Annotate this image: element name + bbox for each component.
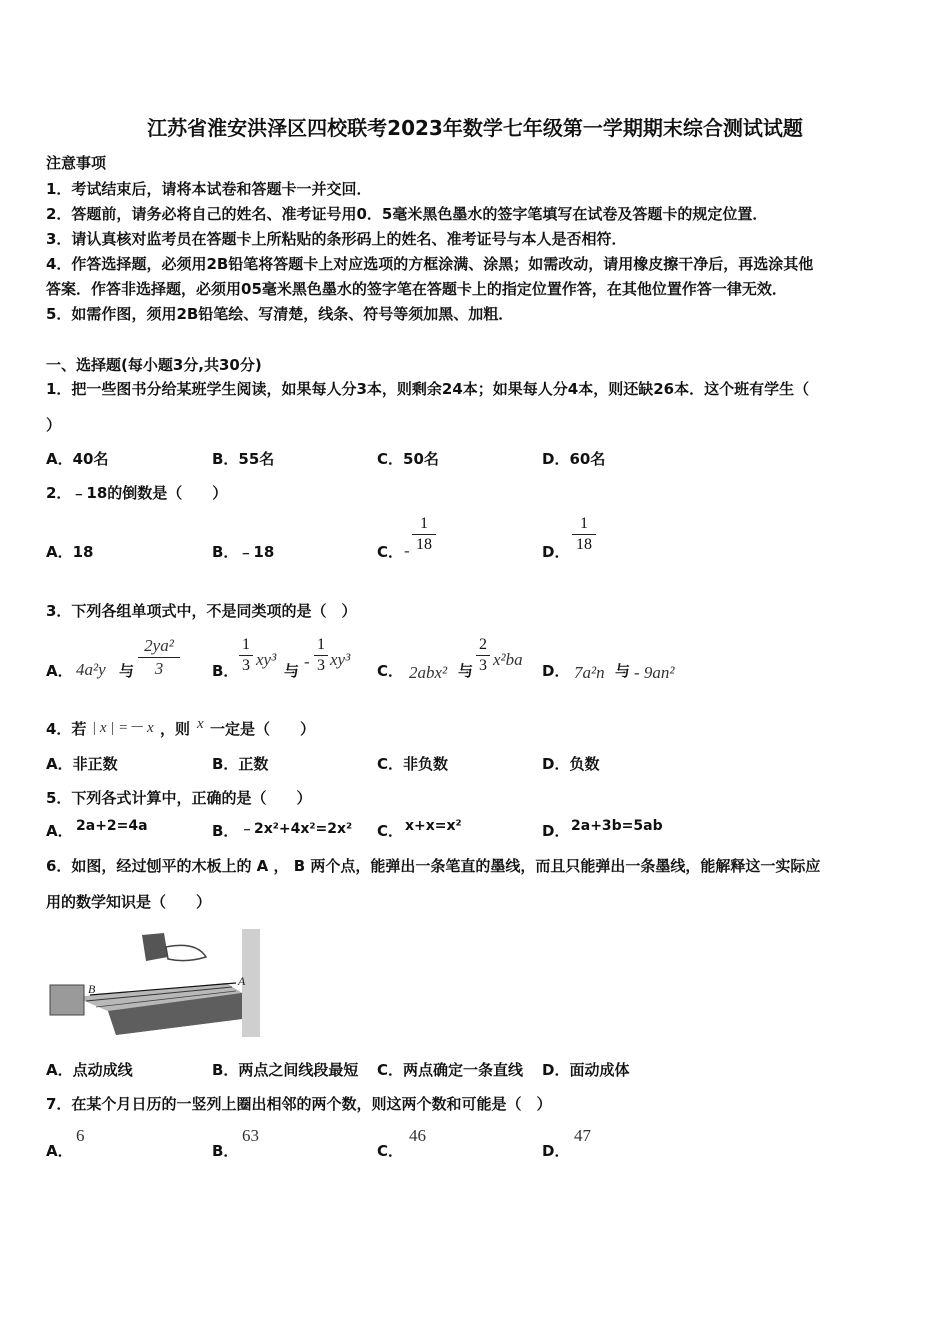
q3-option-a-fraction (138, 636, 180, 679)
q3-option-a-left: 4a²y (76, 660, 106, 679)
notice-item: 答案．作答非选择题，必须用05毫米黑色墨水的签字笔在答题卡上的指定位置作答，在其他位置作答一律无效． (46, 280, 787, 298)
q5-option-a: 2a+2=4a (76, 818, 148, 834)
denominator: 18 (416, 536, 432, 553)
numerator: 1 (420, 515, 428, 532)
numerator: 1 (242, 636, 250, 653)
q3-stem: 3．下列各组单项式中，不是同类项的是（ ） (46, 602, 357, 620)
q6-option-d: D．面动成体 (542, 1061, 630, 1079)
q1-stem: 1．把一些图书分给某班学生阅读，如果每人分3本，则剩余24本；如果每人分4本，则还缺26本．这个班有学生（ (46, 380, 810, 398)
left-hand-icon (50, 985, 84, 1015)
q4-stem-mid: ，则 (160, 720, 191, 738)
q3-option-b-yu: 与 (284, 662, 300, 680)
q3-option-a-yu: 与 (119, 662, 135, 680)
q7-option-d: 47 (574, 1126, 591, 1145)
q7-option-a: 6 (76, 1126, 85, 1145)
q5-stem: 5．下列各式计算中，正确的是（ ） (46, 789, 312, 807)
page-title: 江苏省淮安洪泽区四校联考2023年数学七年级第一学期期末综合测试试题 (147, 116, 803, 140)
q5-option-c: x+x=x² (405, 818, 462, 834)
wooden-board-figure (46, 927, 260, 1039)
numerator: 1 (580, 515, 588, 532)
q5-option-c-label: C． (377, 822, 404, 840)
q3-option-d-right: - 9an² (634, 663, 675, 682)
q6-stem-end: 用的数学知识是（ ） (46, 893, 212, 911)
q1-option-b: B．55名 (212, 450, 275, 468)
section-heading: 一、选择题(每小题3分,共30分) (46, 356, 262, 374)
q7-stem: 7．在某个月日历的一竖列上圈出相邻的两个数，则这两个数和可能是（ ） (46, 1095, 552, 1113)
q3-option-a-label: A． (46, 662, 73, 680)
notice-item: 3．请认真核对监考员在答题卡上所粘贴的条形码上的姓名、准考证号与本人是否相符． (46, 230, 627, 248)
q1-option-c: C．50名 (377, 450, 439, 468)
notice-item: 2．答题前，请务必将自己的姓名、准考证号用0．5毫米黑色墨水的签字笔填写在试卷及答题卡的规定位置． (46, 205, 768, 223)
q3-option-c-right: x²ba (493, 650, 523, 669)
denominator: 3 (154, 659, 164, 678)
q3-option-b-fraction-1 (239, 636, 253, 675)
q5-option-b: ﹣2x²+4x²=2x² (240, 821, 353, 837)
q3-option-b-xy-2: xy³ (330, 650, 351, 669)
numerator: 2ya² (144, 636, 174, 655)
q4-stem-x: x (197, 716, 204, 732)
denominator: 3 (242, 657, 250, 674)
q2-option-b: B．﹣18 (212, 543, 275, 561)
q2-stem: 2．﹣18的倒数是（ ） (46, 484, 228, 502)
notice-item: 4．作答选择题，必须用2B铅笔将答题卡上对应选项的方框涂满、涂黑；如需改动，请用橡皮擦干净后，再选涂其他 (46, 255, 814, 273)
q4-option-d: D．负数 (542, 755, 600, 773)
q6-option-a: A．点动成线 (46, 1061, 133, 1079)
q3-option-b-fraction-2 (314, 636, 328, 675)
q5-option-b-label: B． (212, 822, 239, 840)
q3-option-d-label: D． (542, 662, 570, 680)
numerator: 2 (479, 636, 487, 653)
q2-option-d-label: D． (542, 543, 570, 561)
q4-option-c: C．非负数 (377, 755, 449, 773)
denominator: 18 (576, 536, 592, 553)
q2-option-a: A．18 (46, 543, 94, 561)
q3-option-c-yu: 与 (458, 662, 474, 680)
denominator: 3 (317, 657, 325, 674)
q5-option-a-label: A． (46, 822, 73, 840)
q1-option-a: A．40名 (46, 450, 109, 468)
hand-block-icon (142, 933, 168, 961)
q2-option-c-label: C． (377, 543, 404, 561)
q1-stem-end: ） (46, 416, 62, 434)
q6-stem: 6．如图，经过刨平的木板上的 A ， B 两个点，能弹出一条笔直的墨线，而且只能弹出一条墨线，能解释这一实际应 (46, 857, 821, 875)
q3-option-c-label: C． (377, 662, 404, 680)
q4-abs-expression: | x | =－ x (92, 720, 154, 736)
numerator: 1 (317, 636, 325, 653)
q7-option-c-label: C． (377, 1142, 404, 1160)
q2-option-c-fraction (412, 515, 436, 554)
point-b-label: B (88, 982, 96, 996)
q3-option-b-label: B． (212, 662, 239, 680)
q4-option-a: A．非正数 (46, 755, 118, 773)
q4-stem-prefix: 4．若 (46, 720, 87, 738)
notice-heading: 注意事项 (46, 154, 107, 172)
q2-option-d-fraction (572, 515, 596, 554)
q7-option-a-label: A． (46, 1142, 73, 1160)
q3-option-d-left: 7a²n (574, 663, 605, 682)
denominator: 3 (479, 657, 487, 674)
q7-option-b: 63 (242, 1126, 259, 1145)
q3-option-c-left: 2abx² (409, 663, 448, 682)
q5-option-d-label: D． (542, 822, 570, 840)
notice-item: 1．考试结束后，请将本试卷和答题卡一并交回． (46, 180, 372, 198)
q4-option-b: B．正数 (212, 755, 269, 773)
q2-option-c-sign: - (404, 541, 410, 560)
q3-option-b-sign: - (304, 652, 310, 671)
q7-option-c: 46 (409, 1126, 426, 1145)
q1-option-d: D．60名 (542, 450, 606, 468)
q5-option-d: 2a+3b=5ab (571, 818, 663, 834)
q3-option-d-yu: 与 (615, 662, 631, 680)
q3-option-c-fraction (476, 636, 490, 675)
q4-stem-suffix: 一定是（ ） (210, 720, 316, 738)
q7-option-d-label: D． (542, 1142, 570, 1160)
q3-option-b-xy-1: xy³ (256, 650, 277, 669)
q6-option-c: C．两点确定一条直线 (377, 1061, 524, 1079)
point-a-label: A (238, 974, 246, 988)
q6-option-b: B．两点之间线段最短 (212, 1061, 359, 1079)
q7-option-b-label: B． (212, 1142, 239, 1160)
notice-item: 5．如需作图，须用2B铅笔绘、写清楚，线条、符号等须加黑、加粗． (46, 305, 514, 323)
